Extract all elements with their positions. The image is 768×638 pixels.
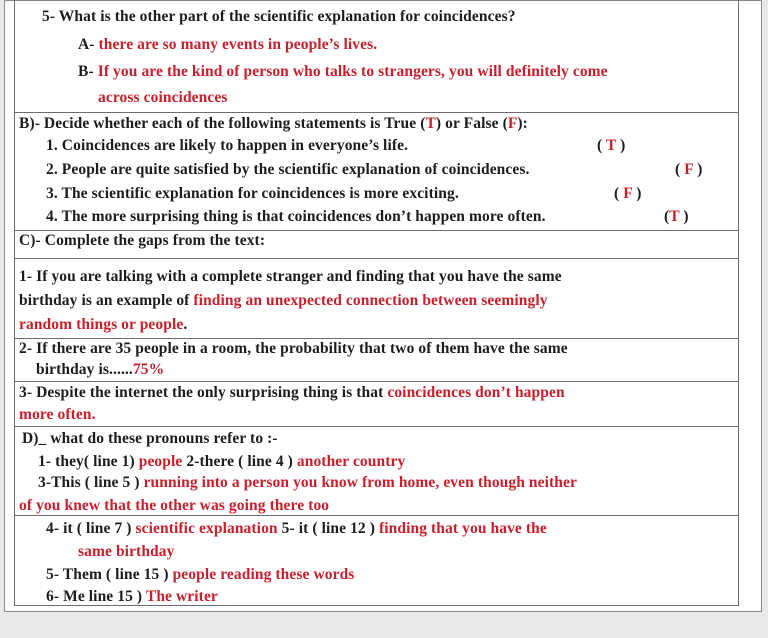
divider [14, 515, 739, 516]
tf-statement-4: 4. The more surprising thing is that coincidences don’t happen more often. [46, 208, 546, 225]
q5-answer-b-cont: across coincidences [98, 89, 228, 106]
gap-1-line-1: 1- If you are talking with a complete stranger and finding that you have the same [19, 268, 562, 285]
tf-answer-3: ( F ) [614, 185, 642, 202]
pronoun-row-7: 6- Me line 15 ) The writer [46, 588, 218, 605]
gap-2-line-1: 2- If there are 35 people in a room, the probability that two of them have the same [19, 340, 568, 357]
q5-answer-b: B- If you are the kind of person who talks to strangers, you will definitely come [78, 63, 608, 80]
gap-3-line-2: more often. [19, 406, 96, 423]
divider [14, 230, 739, 231]
pronoun-row-3-cont: of you knew that the other was going there too [19, 497, 330, 514]
tf-statement-2: 2. People are quite satisfied by the scientific explanation of coincidences. [46, 161, 530, 178]
tf-statement-1: 1. Coincidences are likely to happen in everyone’s life. [46, 137, 409, 154]
divider [14, 112, 739, 113]
section-c-heading: C)- Complete the gaps from the text: [19, 232, 266, 249]
gap-1-line-3: random things or people. [19, 316, 188, 333]
section-b-heading: B)- Decide whether each of the following statements is True (T) or False (F): [19, 115, 528, 132]
pronoun-row-1: 1- they( line 1) people 2-there ( line 4 ) another country [38, 453, 406, 470]
divider [14, 338, 739, 339]
pronoun-row-3: 3-This ( line 5 ) running into a person you know from home, even though neither [38, 474, 577, 491]
pronoun-row-4-cont: same birthday [78, 543, 175, 560]
pronoun-row-4: 4- it ( line 7 ) scientific explanation 5- it ( line 12 ) finding that you have the [46, 520, 547, 537]
gap-1-line-2: birthday is an example of finding an unexpected connection between seemingly [19, 292, 548, 309]
q5-prompt: 5- What is the other part of the scientific explanation for coincidences? [42, 8, 516, 25]
divider [14, 258, 739, 259]
tf-answer-2: ( F ) [675, 161, 703, 178]
pronoun-row-6: 5- Them ( line 15 ) people reading these words [46, 566, 355, 583]
divider [14, 381, 739, 382]
q5-answer-a: A- there are so many events in people’s lives. [78, 36, 378, 53]
tf-answer-4: (T ) [664, 208, 689, 225]
tf-statement-3: 3. The scientific explanation for coincidences is more exciting. [46, 185, 459, 202]
gap-3-line-1: 3- Despite the internet the only surprising thing is that coincidences don’t happen [19, 384, 565, 401]
section-d-heading: D)_ what do these pronouns refer to :- [22, 430, 278, 447]
gap-2-line-2: birthday is......75% [36, 361, 165, 378]
divider [14, 426, 739, 427]
tf-answer-1: ( T ) [597, 137, 626, 154]
